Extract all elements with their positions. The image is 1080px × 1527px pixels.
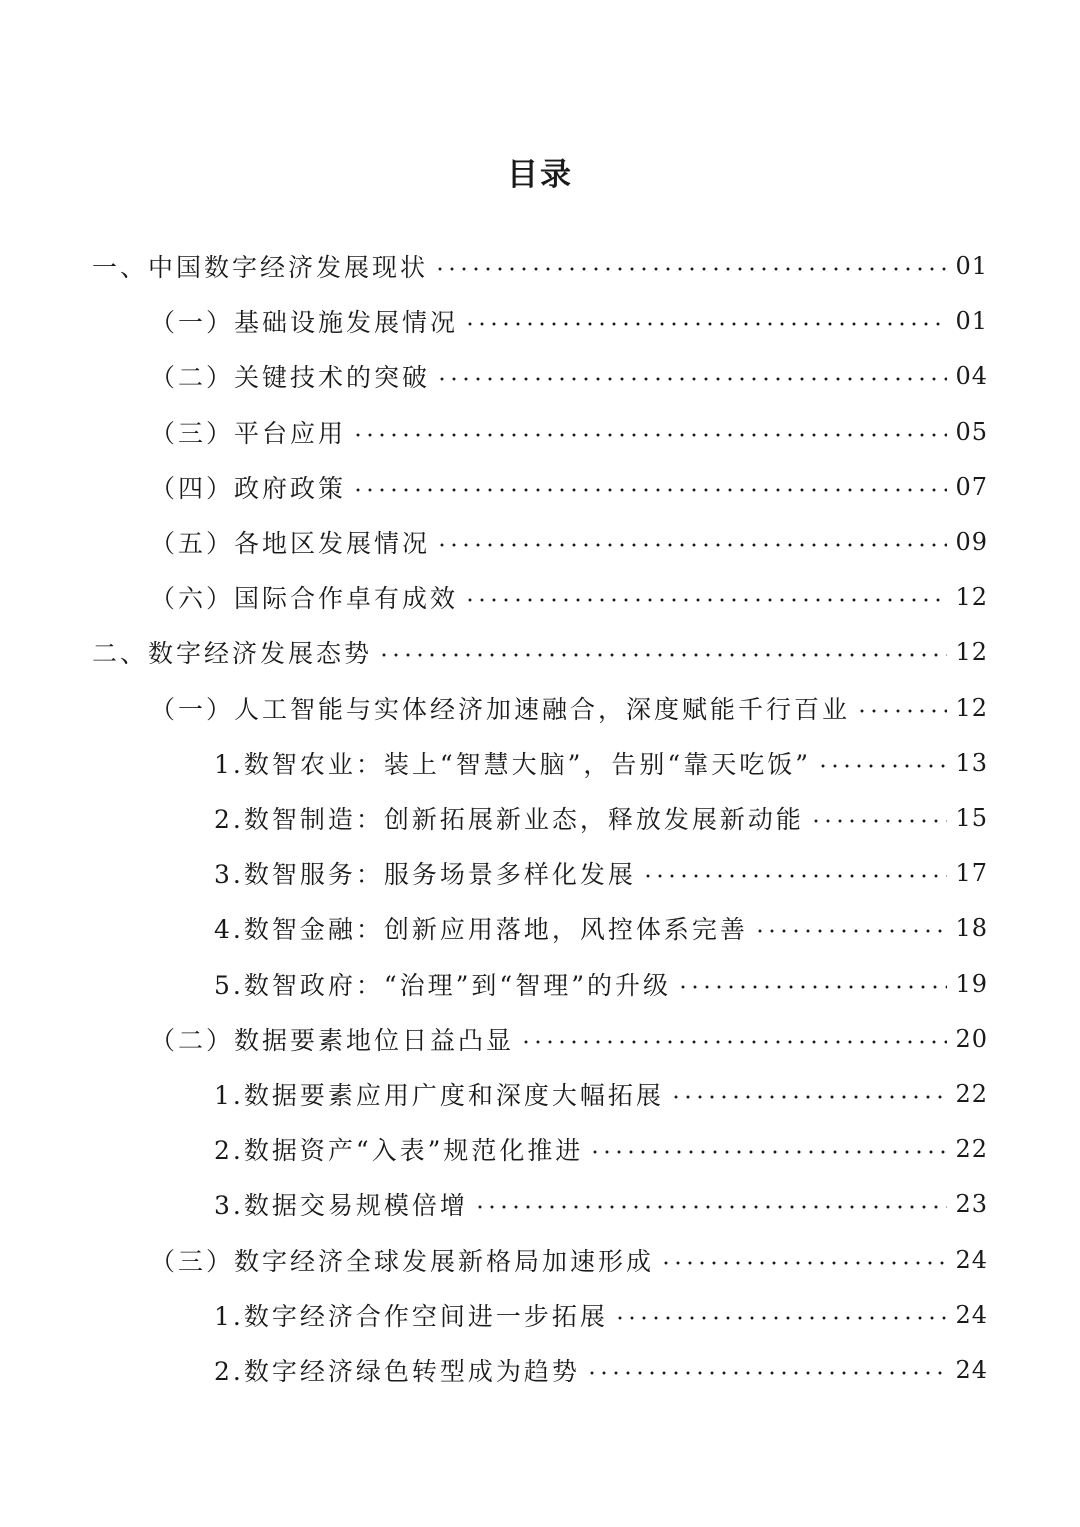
dot-leader <box>614 1316 948 1320</box>
toc-entry-page-number: 19 <box>955 969 988 998</box>
toc-entry-label: 一、中国数字经济发展现状 <box>92 253 429 282</box>
toc-entry[interactable] <box>214 964 988 1004</box>
dot-leader <box>434 267 947 271</box>
toc-entry-label: （三）平台应用 <box>150 418 347 448</box>
toc-entry-label: （四）政府政策 <box>150 473 347 503</box>
toc-entry-page-number: 04 <box>955 362 988 391</box>
dot-leader <box>810 819 948 823</box>
dot-leader <box>378 653 947 657</box>
dot-leader <box>670 1095 948 1099</box>
dot-leader <box>464 322 947 326</box>
toc-entry-label: 4.数智金融：创新应用落地，风控体系完善 <box>214 915 748 945</box>
dot-leader <box>352 488 947 492</box>
toc-entry-label: （二）数据要素地位日益凸显 <box>150 1025 515 1055</box>
toc-entry-label: 1.数字经济合作空间进一步拓展 <box>214 1301 608 1331</box>
toc-entry-page-number: 24 <box>955 1245 988 1274</box>
dot-leader <box>436 543 947 547</box>
dot-leader <box>642 874 948 878</box>
toc-entry[interactable] <box>92 246 988 286</box>
toc-entry-page-number: 20 <box>955 1024 988 1053</box>
dot-leader <box>474 1205 948 1209</box>
toc-entry-label: （五）各地区发展情况 <box>150 529 431 558</box>
toc-entry-label: 1.数智农业：装上“智慧大脑”，告别“靠天吃饭” <box>214 749 811 779</box>
dot-leader <box>464 598 947 602</box>
toc-entry-label: 3.数据交易规模倍增 <box>214 1191 468 1221</box>
toc-entry-page-number: 23 <box>955 1190 988 1219</box>
toc-entry-label: 2.数智制造：创新拓展新业态，释放发展新动能 <box>214 805 804 834</box>
toc-entry-page-number: 18 <box>955 914 988 943</box>
toc-entry-page-number: 01 <box>955 252 988 280</box>
toc-entry-label: 1.数据要素应用广度和深度大幅拓展 <box>214 1081 664 1110</box>
toc-entry[interactable] <box>214 1350 988 1390</box>
toc-entry-page-number: 13 <box>955 748 988 777</box>
toc-entry-page-number: 12 <box>955 638 988 667</box>
toc-entry-page-number: 15 <box>955 804 988 832</box>
toc-entry[interactable] <box>150 1240 988 1280</box>
toc-entry-label: 5.数智政府：“治理”到“智理”的升级 <box>214 970 671 1000</box>
toc-entry-label: 2.数据资产“入表”规范化推进 <box>214 1136 584 1166</box>
toc-entry-label: 3.数智服务：服务场景多样化发展 <box>214 860 636 890</box>
toc-entry-label: （三）数字经济全球发展新格局加速形成 <box>150 1246 655 1276</box>
toc-entry-label: （六）国际合作卓有成效 <box>150 584 459 614</box>
toc-entry[interactable] <box>150 522 988 562</box>
toc-entry-label: （一）基础设施发展情况 <box>150 308 459 338</box>
toc-entry[interactable] <box>214 1295 988 1335</box>
toc-entry[interactable] <box>150 688 988 728</box>
dot-leader <box>754 929 948 933</box>
toc-entry-page-number: 17 <box>955 859 988 888</box>
toc-entry[interactable] <box>150 1019 988 1059</box>
dot-leader <box>586 1371 948 1375</box>
page-title: 目录 <box>507 156 573 193</box>
toc-entry-page-number: 07 <box>955 472 988 501</box>
dot-leader <box>589 1150 947 1154</box>
dot-leader <box>520 1040 947 1044</box>
toc-entry[interactable] <box>150 467 988 507</box>
toc-entry-label: （二）关键技术的突破 <box>150 363 431 393</box>
toc-entry-page-number: 24 <box>955 1300 988 1329</box>
toc-entry-page-number: 09 <box>955 528 988 556</box>
toc-entry[interactable] <box>150 412 988 452</box>
toc-entry-label: 2.数字经济绿色转型成为趋势 <box>214 1357 580 1386</box>
toc-entry[interactable] <box>214 798 988 838</box>
dot-leader <box>856 709 947 713</box>
toc-entry-page-number: 05 <box>955 417 988 446</box>
toc-entry-page-number: 01 <box>955 307 988 336</box>
dot-leader <box>436 377 947 381</box>
toc-entry-page-number: 12 <box>955 693 988 722</box>
toc-entry[interactable] <box>92 632 988 672</box>
dot-leader <box>677 985 947 989</box>
toc-entry-page-number: 22 <box>955 1080 988 1108</box>
toc-entry[interactable] <box>150 356 988 396</box>
toc-entry[interactable] <box>214 1184 988 1224</box>
toc-entry-page-number: 12 <box>955 583 988 612</box>
toc-entry[interactable] <box>214 1129 988 1169</box>
toc-entry-label: （一）人工智能与实体经济加速融合，深度赋能千行百业 <box>150 694 851 724</box>
toc-entry-label: 二、数字经济发展态势 <box>92 639 373 669</box>
toc-entry[interactable] <box>214 908 988 948</box>
toc-entry[interactable] <box>150 577 988 617</box>
dot-leader <box>817 764 947 768</box>
toc-entry[interactable] <box>214 853 988 893</box>
toc-entry[interactable] <box>214 1074 988 1114</box>
toc-entry[interactable] <box>150 301 988 341</box>
toc-entry[interactable] <box>214 743 988 783</box>
toc-entry-page-number: 22 <box>955 1135 988 1164</box>
dot-leader <box>352 433 947 437</box>
toc-entry-page-number: 24 <box>955 1356 988 1384</box>
dot-leader <box>660 1261 947 1265</box>
